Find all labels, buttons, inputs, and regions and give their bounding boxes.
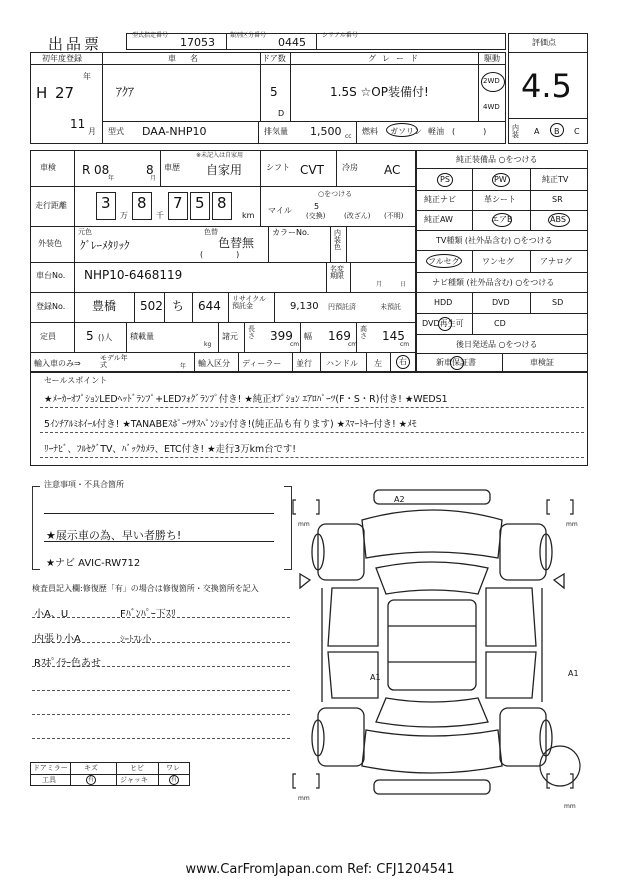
- width: 169: [328, 329, 351, 343]
- equip-pw: PW: [494, 175, 507, 184]
- mileage-km-unit: km: [242, 211, 255, 220]
- color-code-label: 色替: [204, 228, 218, 236]
- roof: [388, 600, 476, 690]
- usage-label: 車歴: [164, 163, 180, 172]
- std-equip-header: 純正装備品 ○をつける: [456, 155, 538, 164]
- equip-abs: ABS: [550, 215, 566, 224]
- model-year-label: モデル年式: [100, 354, 128, 369]
- doors: 5: [270, 85, 278, 99]
- capacity-label: 定員: [40, 332, 56, 341]
- navi-dvd-play: DVD再生可: [422, 319, 464, 328]
- tire-mm-fl: mm: [298, 521, 310, 528]
- windshield: [376, 562, 488, 594]
- notes-bracket: [32, 486, 40, 570]
- interior-grade-c: C: [574, 127, 580, 136]
- recycle-not: 未預託: [380, 303, 401, 311]
- navi-cd: CD: [494, 319, 506, 328]
- grade-label: グレード: [368, 54, 424, 63]
- orig-color-label: 元色: [78, 228, 92, 236]
- interior-grade-b: B: [554, 127, 560, 136]
- light-oil-label: 軽油: [428, 127, 444, 136]
- hood: [362, 510, 502, 558]
- tv-header: TV種類 (社外品含む) ○をつける: [436, 236, 553, 245]
- inspector-line-3: 内張り小A: [34, 634, 81, 645]
- other-fuel-bracket: ( ): [452, 127, 487, 136]
- model-year-unit: 年: [180, 363, 187, 370]
- damage-a2-front-bumper: A2: [394, 495, 405, 504]
- mileage-digit-5: 8: [217, 194, 227, 212]
- tv-fullseg: フルセグ: [428, 257, 460, 266]
- first-reg-year-unit: 年: [83, 72, 91, 81]
- inspection-label: 車検: [40, 163, 56, 172]
- sales-point-line-3: ﾘｰﾅﾋﾞ、ﾌﾙｾｸﾞTV、ﾊﾞｯｸｶﾒﾗ、ETC付き! ★走行3万km台です!: [44, 444, 297, 455]
- length-unit: cm: [290, 341, 300, 348]
- meter-tampered: (改ざん): [344, 212, 371, 220]
- navi-hdd: HDD: [434, 298, 453, 307]
- ac: AC: [384, 163, 401, 177]
- mileage-digit-2: 8: [137, 194, 147, 212]
- displacement-unit: cc: [345, 133, 352, 140]
- mileage-label: 走行距離: [35, 201, 67, 210]
- meter-header: ○をつける: [318, 190, 353, 198]
- tire-mm-spare: mm: [564, 803, 576, 810]
- length: 399: [270, 329, 293, 343]
- tire-mm-fr: mm: [566, 521, 578, 528]
- parallel-label: 並行: [296, 359, 312, 368]
- color-change-bracket: ( ): [200, 250, 240, 259]
- right-mirror: [554, 574, 564, 588]
- equip-aw: 純正AW: [424, 215, 453, 224]
- legend-door-mirror: ドアミラー: [33, 764, 68, 772]
- doors-label: ドア数: [262, 54, 286, 63]
- notes-line-2: ★ナビ AVIC-RW712: [46, 558, 141, 569]
- left-front-door: [328, 588, 378, 646]
- recycle-amount: 9,130: [290, 301, 319, 312]
- tire-mm-rl: mm: [298, 795, 310, 802]
- ac-label: 冷房: [342, 163, 358, 172]
- fuel: ガソリン: [390, 127, 422, 136]
- car-name-label: 車名: [168, 54, 212, 63]
- car-name: ｱｸｱ: [116, 85, 135, 99]
- shift-label: シフト: [266, 163, 290, 172]
- rear-bumper: [374, 780, 490, 794]
- meter-mile: マイル: [268, 206, 292, 215]
- chassis-no: NHP10-6468119: [84, 268, 183, 282]
- mileage-digit-3: 7: [173, 194, 183, 212]
- footer-ref: www.CarFromJapan.com Ref: CFJ1204541: [185, 862, 455, 877]
- meter-unknown: (不明): [384, 212, 404, 220]
- equip-navi: 純正ナビ: [424, 195, 456, 204]
- equip-ps: PS: [440, 175, 450, 184]
- reg-class: 502: [140, 299, 163, 313]
- name-change-label: 名変期限: [330, 265, 344, 280]
- type-no-label: 型式指定番号: [132, 32, 169, 39]
- height-unit: cm: [400, 341, 410, 348]
- width-label: 幅: [304, 332, 312, 341]
- navi-dvd: DVD: [492, 298, 510, 307]
- doors-type: D: [278, 109, 285, 118]
- inspection-month: 8: [146, 163, 154, 177]
- height-label: 高さ: [360, 325, 367, 340]
- mileage-sen-unit: 千: [156, 211, 164, 220]
- chassis-label: 車台No.: [36, 271, 66, 280]
- import-label: 輸入車のみ⇒: [34, 359, 81, 368]
- grade: 1.5S ☆OP装備付!: [330, 85, 429, 99]
- reg-num: 644: [198, 299, 221, 313]
- load-label: 積載量: [130, 332, 154, 341]
- recycle-label: リサイクル預託金: [232, 295, 267, 310]
- inspection-era: R: [82, 163, 91, 177]
- legend-tools-has: 有: [88, 776, 95, 783]
- tv-analog: アナログ: [540, 257, 572, 266]
- inspector-label: 検査員記入欄:修復歴「有」の場合は修復箇所・交換箇所を記入: [32, 584, 259, 593]
- interior-grade-a: A: [534, 127, 540, 136]
- inspector-line-2: Fﾊﾞﾝﾊﾟｰ下ｽﾘ: [120, 609, 176, 620]
- type-no: 17053: [180, 36, 215, 49]
- dims-label: 諸元: [222, 332, 238, 341]
- shift: CVT: [300, 163, 324, 177]
- drive-4wd: 4WD: [483, 103, 500, 111]
- rear-glass: [376, 698, 488, 727]
- sales-points-label: セールスポイント: [44, 376, 108, 385]
- right-front-fender: [500, 524, 546, 580]
- navi-header: ナビ種類 (社外品含む) ○をつける: [432, 278, 555, 287]
- first-reg-year: 27: [55, 84, 75, 102]
- inspection-year: 08: [94, 163, 110, 177]
- left-label: 左: [374, 359, 382, 368]
- trunk: [362, 730, 502, 773]
- tv-oneseg: ワンセグ: [482, 257, 514, 266]
- damage-a1-left-rear: A1: [370, 673, 381, 682]
- interior-label: 内装: [512, 124, 519, 139]
- serial-no-label: シリアル番号: [322, 32, 358, 39]
- first-reg-month: 11: [70, 117, 86, 131]
- usage-note: ※未記入は自家用: [196, 152, 244, 159]
- front-bumper: [374, 490, 490, 504]
- car-diagram: [292, 476, 592, 816]
- equip-airbag: エアB: [491, 215, 513, 224]
- usage: 自家用: [206, 163, 243, 177]
- dealer-label: ディーラー: [242, 359, 282, 368]
- legend-scratch: キズ: [84, 764, 98, 772]
- score-label: 評価点: [532, 38, 556, 47]
- legend-jack-has: 有: [171, 776, 178, 783]
- first-reg-month-unit: 月: [88, 127, 96, 136]
- sales-point-line-2: 5ｲﾝﾁｱﾙﾐﾎｲｰﾙ付き! ★TANABEｽﾎﾟｰﾂｻｽﾍﾟﾝｼｮﾝ付き!(純正品も有ります) ★ｽﾏｰﾄｷｰ付き! ★ﾒﾓ: [44, 419, 417, 430]
- meter-5: 5: [314, 202, 320, 211]
- color-label: 外装色: [38, 239, 62, 248]
- mileage-man-unit: 万: [120, 211, 128, 220]
- legend-jack: ジャッキ: [120, 776, 148, 784]
- category-no-label: 類別区分番号: [230, 32, 267, 39]
- model-label: 型式: [108, 127, 124, 136]
- notes-bracket-right: [284, 486, 292, 570]
- interior-color-label: 内装色: [334, 229, 341, 251]
- mileage-digit-1: 3: [101, 194, 111, 212]
- drive-2wd: 2WD: [483, 77, 500, 85]
- legend-crack: ヒビ: [130, 764, 144, 772]
- recycle-deposited: 円預託済: [328, 303, 356, 311]
- category-no: 0445: [278, 36, 306, 49]
- inspector-line-4: ｼｰﾄｽﾚ小: [120, 635, 152, 645]
- inspection-month-unit: 月: [150, 175, 157, 182]
- left-front-fender: [318, 524, 364, 580]
- length-label: 長さ: [248, 325, 255, 340]
- left-rear-quarter: [318, 708, 364, 766]
- drive-label: 駆動: [484, 54, 500, 63]
- spare-tire: [540, 746, 580, 786]
- mileage-digit-4: 5: [195, 194, 205, 212]
- displacement: 1,500: [310, 125, 342, 138]
- page-title: 出品票: [48, 35, 103, 53]
- notes-label: 注意事項・不具合箇所: [44, 480, 124, 489]
- name-change-month-unit: 月: [376, 281, 383, 288]
- sales-point-line-1: ★ﾒｰｶｰｵﾌﾟｼｮﾝLEDﾍｯﾄﾞﾗﾝﾌﾟ+LEDﾌｫｸﾞﾗﾝﾌﾟ付き! ★純正ｵﾌﾟｼｮﾝ ｴｱﾛﾊﾟｰﾂ(F・S・R)付き! ★WEDS1: [44, 394, 448, 405]
- meter-exchanged: (交換): [306, 212, 326, 220]
- right-rear-door: [486, 652, 536, 698]
- inspector-line-1: 小A、U: [34, 609, 69, 620]
- legend-tools: 工具: [42, 776, 56, 784]
- load-unit: kg: [204, 341, 212, 348]
- equip-tv: 純正TV: [542, 175, 569, 184]
- reg-area: 豊橋: [92, 299, 117, 313]
- orig-color: ｸﾞﾚｰﾒﾀﾘｯｸ: [80, 239, 130, 252]
- model-code: DAA-NHP10: [142, 125, 207, 138]
- displacement-label: 排気量: [264, 127, 288, 136]
- notes-line-1: ★展示車の為、早い者勝ち!: [46, 529, 182, 542]
- inspector-line-5: Rｽﾎﾟｲﾗｰ色あせ: [34, 658, 101, 669]
- left-mirror: [300, 574, 310, 588]
- import-cat-label: 輸入区分: [198, 359, 230, 368]
- capacity: 5: [86, 329, 94, 343]
- docs-header: 後日発送品 ○をつける: [456, 340, 538, 349]
- right-front-door: [486, 588, 536, 646]
- reg-kana: ち: [172, 299, 185, 313]
- first-reg-label: 初年度登録: [42, 54, 82, 63]
- color-change: 色替無: [218, 236, 255, 250]
- handle-label: ハンドル: [326, 359, 358, 368]
- equip-leather: 革シート: [484, 195, 516, 204]
- inspection-year-unit: 年: [108, 175, 115, 182]
- fuel-label: 燃料: [362, 127, 378, 136]
- damage-a1-right-rear: A1: [568, 669, 579, 678]
- name-change-day-unit: 日: [400, 281, 407, 288]
- equip-sr: SR: [552, 195, 563, 204]
- docs-warranty: 新車保証書: [436, 358, 476, 367]
- first-reg-era: H: [36, 84, 48, 102]
- navi-sd: SD: [552, 298, 564, 307]
- width-unit: cm: [348, 341, 358, 348]
- right-label: 右: [399, 357, 407, 366]
- docs-shakensho: 車検証: [530, 358, 554, 367]
- capacity-unit: ()人: [98, 333, 113, 342]
- height: 145: [382, 329, 405, 343]
- color-no-label: カラーNo.: [272, 228, 310, 237]
- legend-break: ワレ: [166, 764, 180, 772]
- right-rear-quarter: [500, 708, 546, 766]
- reg-label: 登録No.: [36, 302, 66, 311]
- grade-score: 4.5: [521, 67, 572, 105]
